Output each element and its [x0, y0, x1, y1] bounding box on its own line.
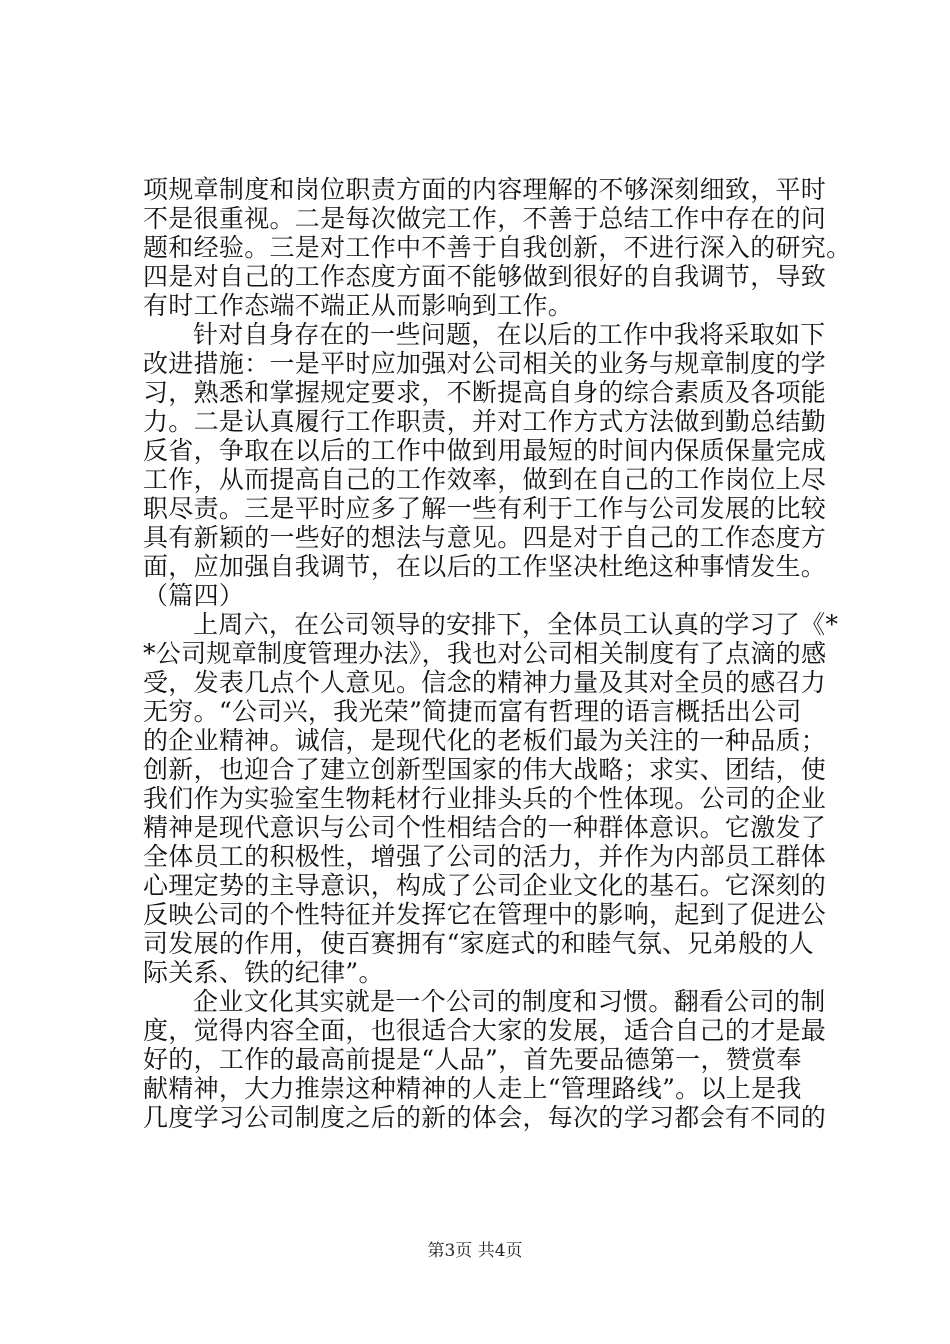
- text-line: 精神是现代意识与公司个性相结合的一种群体意识。它激发了: [143, 813, 827, 842]
- paragraph-start-line: 针对自身存在的一些问题，在以后的工作中我将采取如下: [193, 320, 826, 349]
- text-line: 有时工作态端不端正从而影响到工作。: [143, 291, 574, 320]
- text-line: 反映公司的个性特征并发挥它在管理中的影响，起到了促进公: [143, 900, 827, 929]
- page-number-footer: 第3页 共4页: [427, 1241, 523, 1261]
- text-line: 题和经验。三是对工作中不善于自我创新，不进行深入的研究。: [143, 233, 852, 262]
- section-heading: （篇四）: [143, 581, 245, 610]
- text-line: 司发展的作用，使百赛拥有“家庭式的和睦气氛、兄弟般的人: [143, 929, 814, 958]
- text-line: 际关系、铁的纪律”。: [143, 958, 384, 987]
- text-line: 全体员工的积极性，增强了公司的活力，并作为内部员工群体: [143, 842, 827, 871]
- text-line: 几度学习公司制度之后的新的体会，每次的学习都会有不同的: [143, 1103, 827, 1132]
- text-line: 创新，也迎合了建立创新型国家的伟大战略；求实、团结，使: [143, 755, 827, 784]
- document-body: [143, 175, 852, 1132]
- text-line: 我们作为实验室生物耗材行业排头兵的个性体现。公司的企业: [143, 784, 827, 813]
- text-line: 的企业精神。诚信，是现代化的老板们最为关注的一种品质；: [143, 726, 827, 755]
- text-line: 面，应加强自我调节，在以后的工作坚决杜绝这种事情发生。: [143, 552, 827, 581]
- text-line: 受，发表几点个人意见。信念的精神力量及其对全员的感召力: [143, 668, 827, 697]
- text-line: 无穷。“公司兴，我光荣”简捷而富有哲理的语言概括出公司: [143, 697, 802, 726]
- text-line: 改进措施：一是平时应加强对公司相关的业务与规章制度的学: [143, 349, 827, 378]
- text-line: 习，熟悉和掌握规定要求，不断提高自身的综合素质及各项能: [143, 378, 827, 407]
- text-line: 心理定势的主导意识，构成了公司企业文化的基石。它深刻的: [143, 871, 827, 900]
- text-line: 项规章制度和岗位职责方面的内容理解的不够深刻细致，平时: [143, 175, 827, 204]
- paragraph-start-line: 企业文化其实就是一个公司的制度和习惯。翻看公司的制: [193, 987, 826, 1016]
- text-line: *公司规章制度管理办法》，我也对公司相关制度有了点滴的感: [143, 639, 827, 668]
- text-line: 具有新颖的一些好的想法与意见。四是对于自己的工作态度方: [143, 523, 827, 552]
- text-line: 职尽责。三是平时应多了解一些有利于工作与公司发展的比较: [143, 494, 827, 523]
- text-line: 献精神，大力推崇这种精神的人走上“管理路线”。以上是我: [143, 1074, 802, 1103]
- text-line: 力。二是认真履行工作职责，并对工作方式方法做到勤总结勤: [143, 407, 827, 436]
- text-line: 不是很重视。二是每次做完工作，不善于总结工作中存在的问: [143, 204, 827, 233]
- text-line: 度，觉得内容全面，也很适合大家的发展，适合自己的才是最: [143, 1016, 827, 1045]
- text-line: 四是对自己的工作态度方面不能够做到很好的自我调节，导致: [143, 262, 827, 291]
- text-line: 工作，从而提高自己的工作效率，做到在自己的工作岗位上尽: [143, 465, 827, 494]
- paragraph-start-line: 上周六，在公司领导的安排下，全体员工认真的学习了《*: [193, 610, 839, 639]
- text-line: 反省，争取在以后的工作中做到用最短的时间内保质保量完成: [143, 436, 827, 465]
- text-line: 好的，工作的最高前提是“人品”，首先要品德第一，赞赏奉: [143, 1045, 802, 1074]
